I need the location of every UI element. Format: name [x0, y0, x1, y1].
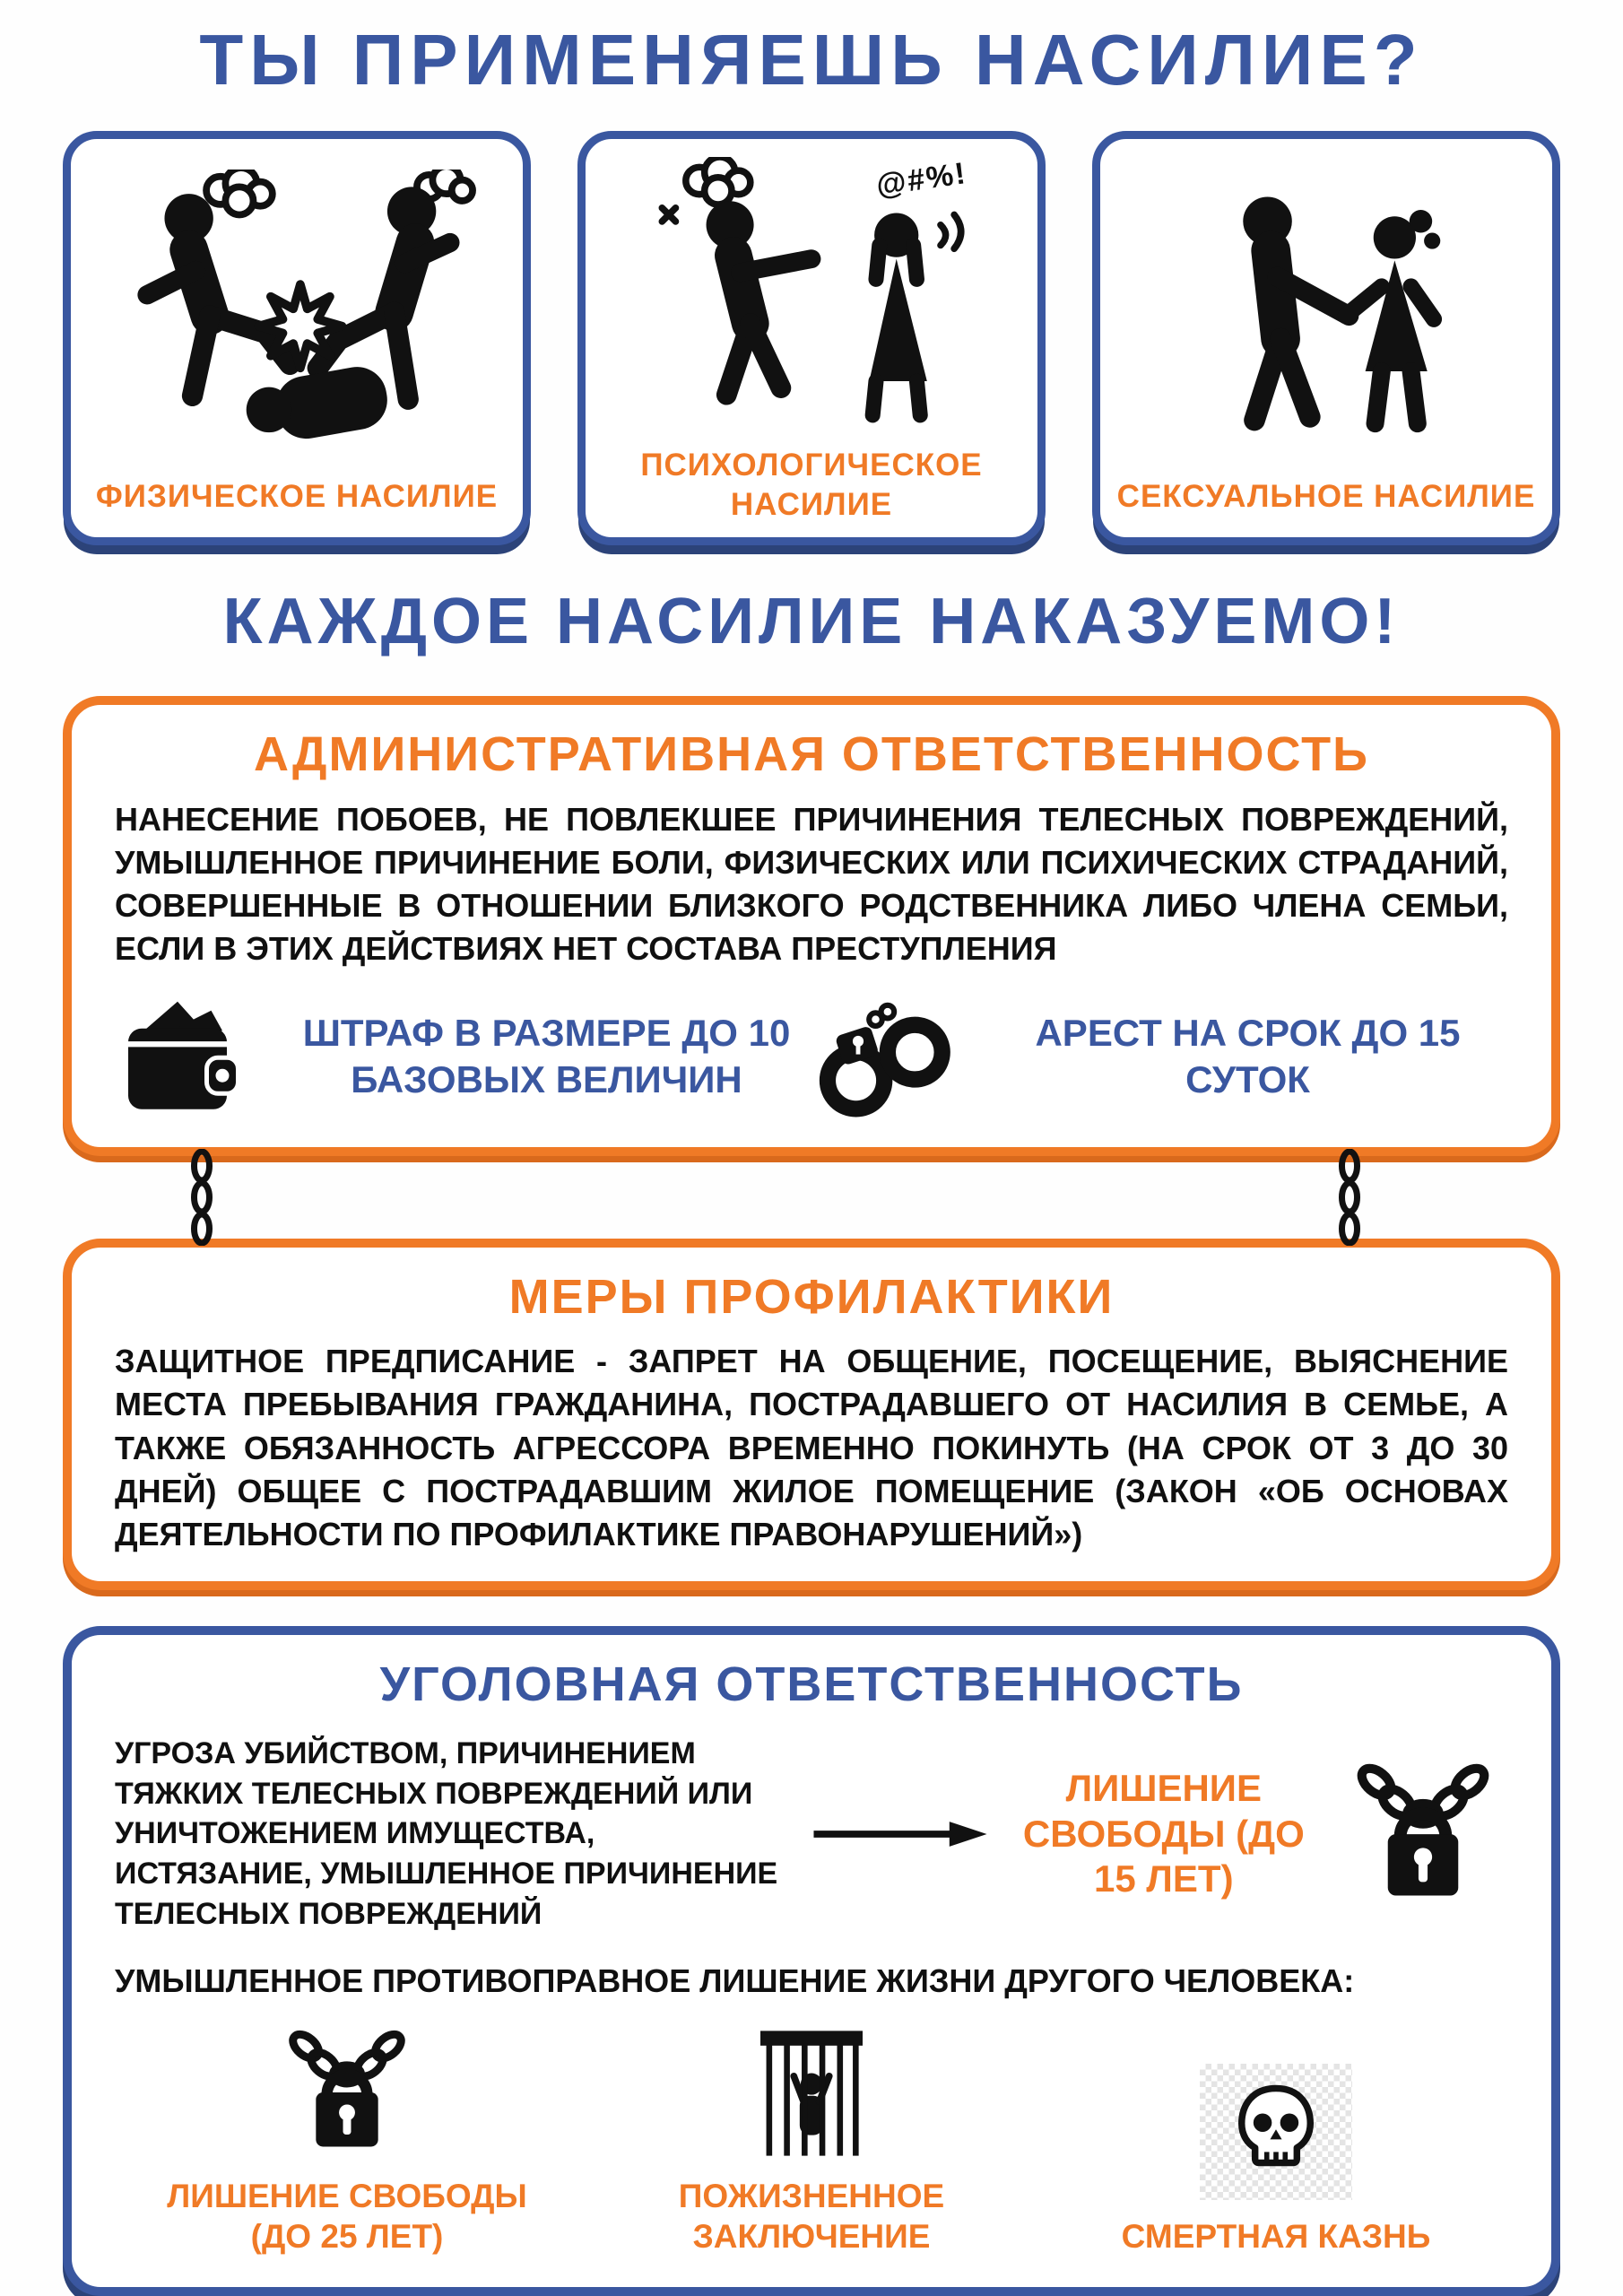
administrative-section	[63, 696, 1560, 1155]
chained-padlock-icon	[272, 2023, 422, 2160]
administrative-body: НАНЕСЕНИЕ ПОБОЕВ, НЕ ПОВЛЕКШЕЕ ПРИЧИНЕНИЯ ТЕЛЕСНЫХ ПОВРЕЖДЕНИЙ, УМЫШЛЕННОЕ ПРИЧИНЕНИЕ БОЛИ, ФИЗИЧЕСКИХ ИЛИ ПСИХИЧЕСКИХ СТРАДАНИЙ, СОВЕРШЕННЫЕ В ОТНОШЕНИИ БЛИЗКОГО РОДСТВЕННИКА ЛИБО ЧЛЕНА СЕМЬИ, ЕСЛИ В ЭТИХ ДЕЙСТВИЯХ НЕТ СОСТАВА ПРЕСТУПЛЕНИЯ	[115, 800, 1508, 968]
psychological-violence-label: ПСИХОЛОГИЧЕСКОЕ НАСИЛИЕ	[640, 448, 983, 523]
prevention-section	[63, 1239, 1560, 1591]
criminal-threat-text: УГРОЗА УБИЙСТВОМ, ПРИЧИНЕНИЕМ ТЯЖКИХ ТЕЛЕСНЫХ ПОВРЕЖДЕНИЙ ИЛИ УНИЧТОЖЕНИЕМ ИМУЩЕСТВА, ИСТЯЗАНИЕ, УМЫШЛЕННОЕ ПРИЧИНЕНИЕ ТЕЛЕСНЫХ ПОВРЕЖДЕНИЙ	[115, 1735, 778, 1932]
arrest-penalty-label: АРЕСТ НА СРОК ДО 15 СУТОК	[1035, 1012, 1461, 1100]
murder-penalty-item	[1065, 2064, 1487, 2257]
murder-heading: УМЫШЛЕННОЕ ПРОТИВОПРАВНОЕ ЛИШЕНИЕ ЖИЗНИ ДРУГОГО ЧЕЛОВЕКА:	[115, 1962, 1355, 2000]
wallet-icon	[115, 995, 249, 1118]
sexual-violence-label: СЕКСУАЛЬНОЕ НАСИЛИЕ	[1116, 478, 1536, 514]
chained-padlock-icon	[1338, 1757, 1508, 1910]
murder-penalty-item	[136, 2023, 558, 2257]
criminal-header: УГОЛОВНАЯ ОТВЕТСТВЕННОСТЬ	[379, 1657, 1244, 1712]
physical-violence-card	[63, 131, 531, 545]
psychological-violence-icon	[598, 157, 1025, 446]
chain-link-icon	[188, 1149, 215, 1246]
chain-connectors	[63, 1149, 1560, 1246]
chain-link-icon	[1336, 1149, 1363, 1246]
murder-penalties-row	[115, 2023, 1508, 2257]
imprisonment-15-label: ЛИШЕНИЕ СВОБОДЫ (ДО 15 ЛЕТ)	[1022, 1767, 1305, 1900]
criminal-threat-row	[115, 1734, 1508, 1935]
imprisonment-25-label: ЛИШЕНИЕ СВОБОДЫ (ДО 25 ЛЕТ)	[167, 2178, 527, 2256]
handcuffs-icon	[812, 991, 955, 1122]
psychological-violence-card	[577, 131, 1046, 545]
arrow-right-icon	[811, 1816, 990, 1852]
administrative-penalties-row	[115, 991, 1508, 1122]
jail-bars-icon	[752, 2023, 871, 2160]
physical-violence-icon	[83, 157, 510, 476]
fine-penalty-label: ШТРАФ В РАЗМЕРЕ ДО 10 БАЗОВЫХ ВЕЛИЧИН	[302, 1012, 791, 1100]
sexual-violence-card	[1092, 131, 1560, 545]
death-penalty-label: СМЕРТНАЯ КАЗНЬ	[1121, 2218, 1431, 2256]
subtitle: КАЖДОЕ НАСИЛИЕ НАКАЗУЕМО!	[222, 586, 1401, 658]
criminal-section	[63, 1626, 1560, 2296]
curse-speech-bubble: @#%!	[874, 156, 970, 204]
skull-icon	[1200, 2064, 1352, 2200]
page-title: ТЫ ПРИМЕНЯЕШЬ НАСИЛИЕ?	[199, 20, 1424, 100]
sexual-violence-icon	[1113, 157, 1540, 476]
physical-violence-label: ФИЗИЧЕСКОЕ НАСИЛИЕ	[95, 478, 499, 514]
administrative-header: АДМИНИСТРАТИВНАЯ ОТВЕТСТВЕННОСТЬ	[254, 727, 1369, 782]
fine-penalty-item	[115, 995, 812, 1118]
murder-penalty-item	[601, 2023, 1022, 2257]
life-sentence-label: ПОЖИЗНЕННОЕ ЗАКЛЮЧЕНИЕ	[678, 2178, 945, 2256]
violence-types-row	[63, 131, 1560, 545]
prevention-header: МЕРЫ ПРОФИЛАКТИКИ	[508, 1269, 1115, 1324]
arrest-penalty-item	[812, 991, 1508, 1122]
prevention-body: ЗАЩИТНОЕ ПРЕДПИСАНИЕ - ЗАПРЕТ НА ОБЩЕНИЕ, ПОСЕЩЕНИЕ, ВЫЯСНЕНИЕ МЕСТА ПРЕБЫВАНИЯ ГРАЖДАНИНА, ПОСТРАДАВШЕГО ОТ НАСИЛИЯ В СЕМЬЕ, А ТАКЖЕ ОБЯЗАННОСТЬ АГРЕССОРА ВРЕМЕННО ПОКИНУТЬ (НА СРОК ОТ 3 ДО 30 ДНЕЙ) ОБЩЕЕ С ПОСТРАДАВШИМ ЖИЛОЕ ПОМЕЩЕНИЕ (ЗАКОН «ОБ ОСНОВАХ ДЕЯТЕЛЬНОСТИ ПО ПРОФИЛАКТИКЕ ПРАВОНАРУШЕНИЙ»)	[115, 1343, 1508, 1553]
